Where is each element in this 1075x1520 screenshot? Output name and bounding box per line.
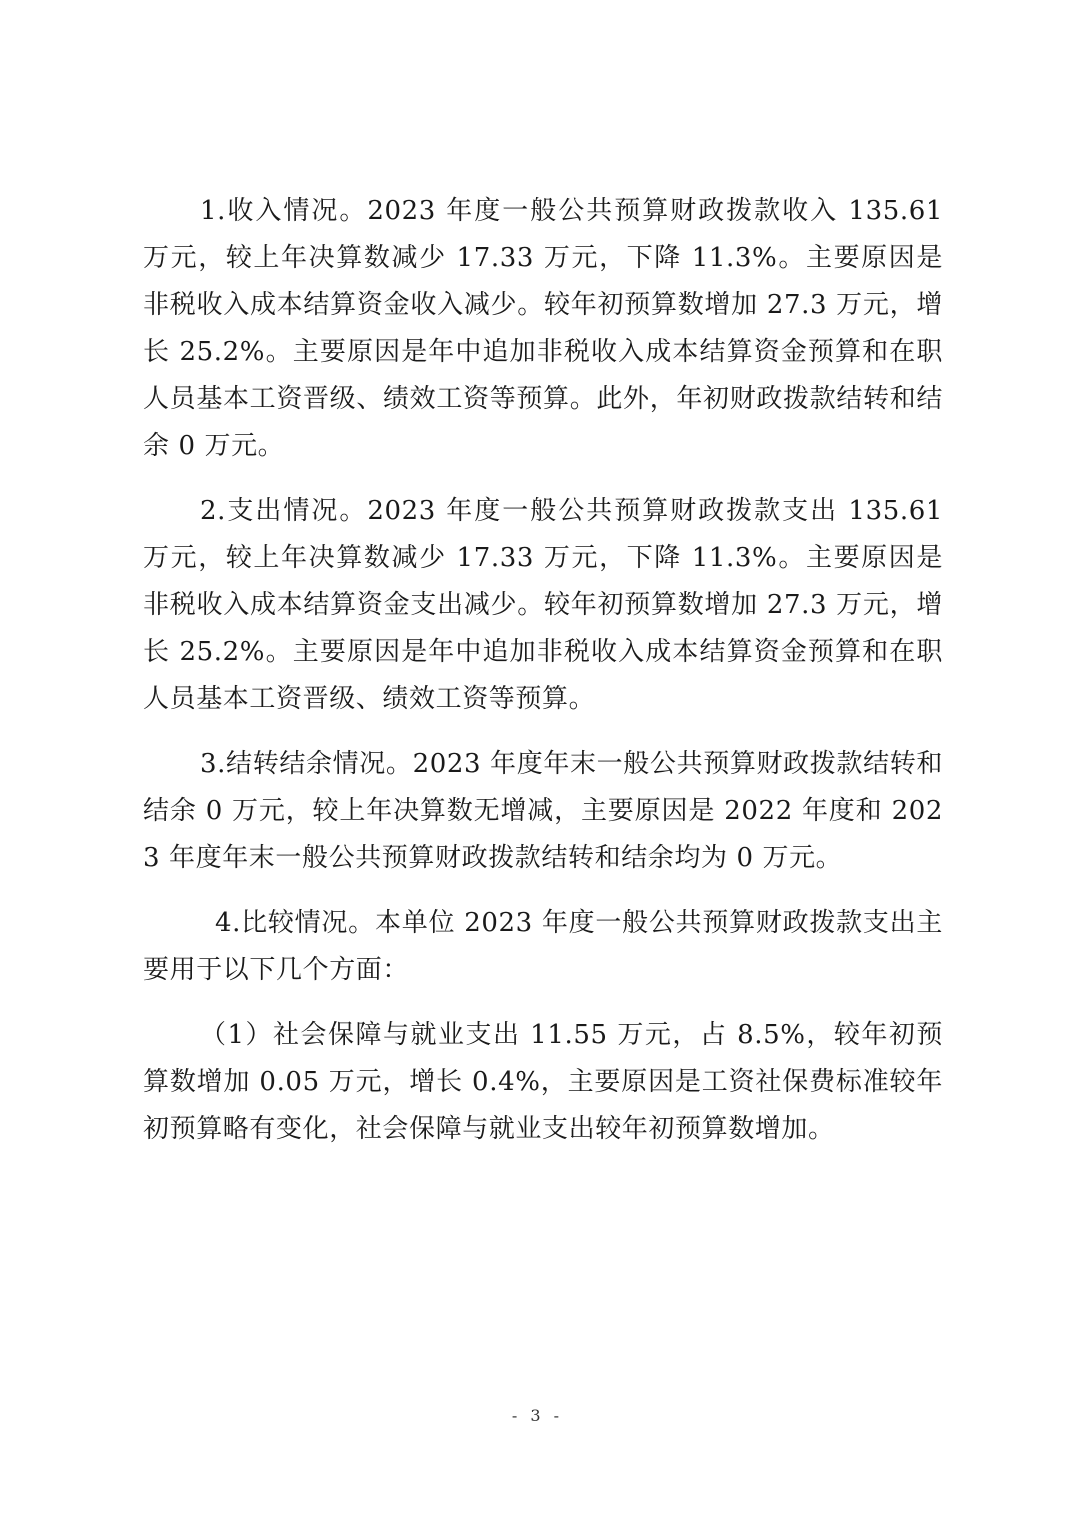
paragraph-carryover: 3.结转结余情况。2023 年度年末一般公共预算财政拨款结转和结余 0 万元，较上年决算数无增减，主要原因是 2022 年度和 2023 年度年末一般公共预算财政拨款结转和结余均为 0 万元。 [143, 749, 943, 873]
paragraph-social-security: （1）社会保障与就业支出 11.55 万元，占 8.5%，较年初预算数增加 0.05 万元，增长 0.4%，主要原因是工资社保费标准较年初预算略有变化，社会保障与就业支出较年初预算数增加。 [143, 1020, 943, 1144]
document-body [143, 188, 943, 1171]
page-number: - 3 - [511, 1406, 564, 1425]
paragraph-income: 1.收入情况。2023 年度一般公共预算财政拨款收入 135.61 万元，较上年决算数减少 17.33 万元，下降 11.3%。主要原因是非税收入成本结算资金收入减少。较年初预算数增加 27.3 万元，增长 25.2%。主要原因是年中追加非税收入成本结算资金预算和在职人员基本工资晋级、绩效工资等预算。此外，年初财政拨款结转和结余 0 万元。 [143, 196, 943, 461]
paragraph-comparison: 4.比较情况。本单位 2023 年度一般公共预算财政拨款支出主要用于以下几个方面： [143, 908, 943, 985]
paragraph-expenditure: 2.支出情况。2023 年度一般公共预算财政拨款支出 135.61 万元，较上年决算数减少 17.33 万元，下降 11.3%。主要原因是非税收入成本结算资金支出减少。较年初预算数增加 27.3 万元，增长 25.2%。主要原因是年中追加非税收入成本结算资金预算和在职人员基本工资晋级、绩效工资等预算。 [143, 496, 943, 714]
